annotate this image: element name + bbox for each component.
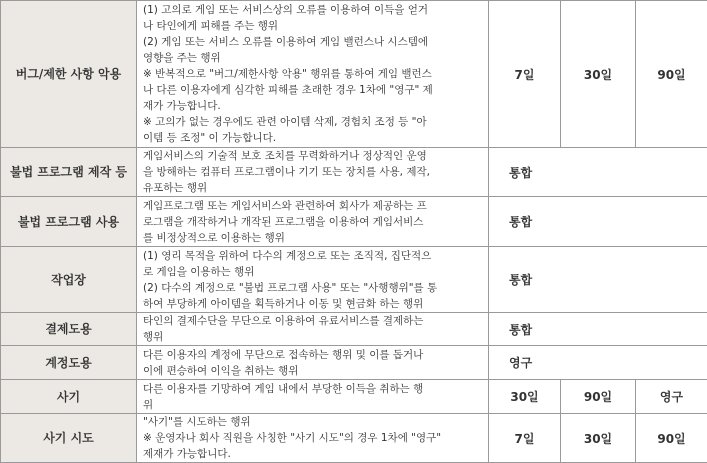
category-cell: 계정도용 (1, 346, 137, 380)
category-cell: 불법 프로그램 사용 (1, 197, 137, 247)
table-row (1, 313, 707, 346)
description-line: (1) 영리 목적을 위하여 다수의 계정으로 또는 조직적, 집단적으 (143, 248, 482, 264)
category-cell: 작업장 (1, 247, 137, 313)
description-line: 을 방해하는 컴퓨터 프로그램이나 기기 또는 장치를 사용, 제작, (143, 164, 482, 180)
penalty-merged: 통합 (489, 148, 707, 197)
description-line: 다른 이용자를 기망하여 게임 내에서 부당한 이득을 취하는 행 (143, 381, 482, 397)
category-cell: 사기 시도 (1, 414, 137, 463)
description-cell (137, 148, 489, 197)
penalty-third: 영구 (636, 380, 707, 414)
penalty-third: 90일 (636, 414, 707, 463)
description-cell (137, 414, 489, 463)
description-line: 로 게임을 이용하는 행위 (143, 264, 482, 280)
penalty-second: 30일 (561, 414, 636, 463)
description-line: 나 타인에게 피해를 주는 행위 (143, 18, 482, 34)
description-line: 다른 이용자의 계정에 무단으로 접속하는 행위 및 이를 돕거나 (143, 347, 482, 363)
description-cell (137, 346, 489, 380)
penalty-merged: 영구 (489, 346, 707, 380)
penalty-first: 30일 (489, 380, 561, 414)
table-row (1, 197, 707, 247)
description-line: 이에 편승하여 이익을 취하는 행위 (143, 363, 482, 379)
description-cell (137, 380, 489, 414)
penalty-merged: 통합 (489, 197, 707, 247)
table-row (1, 148, 707, 197)
description-line: (2) 다수의 계정으로 "불법 프로그램 사용" 또는 "사행행위"를 통 (143, 280, 482, 296)
table-row (1, 380, 707, 414)
description-line: 위 (143, 397, 482, 413)
category-cell: 버그/제한 사항 악용 (1, 1, 137, 148)
description-line: 제재가 가능합니다. (143, 446, 482, 462)
description-line: 타인의 결제수단을 무단으로 이용하여 유료서비스를 결제하는 (143, 313, 482, 329)
description-line: ※ 고의가 없는 경우에도 관련 아이템 삭제, 경험치 조정 등 "아 (143, 114, 482, 130)
description-line: 영향을 주는 행위 (143, 50, 482, 66)
description-cell (137, 1, 489, 148)
penalty-merged: 통합 (489, 313, 707, 346)
table-row (1, 346, 707, 380)
description-line: 게임프로그램 또는 게임서비스와 관련하여 회사가 제공하는 프 (143, 198, 482, 214)
description-line: 유포하는 행위 (143, 180, 482, 196)
category-cell: 사기 (1, 380, 137, 414)
description-line: ※ 운영자나 회사 직원을 사칭한 "사기 시도"의 경우 1차에 "영구" (143, 430, 482, 446)
penalty-first: 7일 (489, 414, 561, 463)
description-line: 나 다른 이용자에게 심각한 피해를 초래한 경우 1차에 "영구" 제 (143, 82, 482, 98)
description-cell (137, 197, 489, 247)
description-line: ※ 반복적으로 "버그/제한사항 악용" 행위를 통하여 게임 밸런스 (143, 66, 482, 82)
description-line: (2) 게임 또는 서비스 오류를 이용하여 게임 밸런스나 시스템에 (143, 34, 482, 50)
description-cell (137, 313, 489, 346)
description-line: "사기"를 시도하는 행위 (143, 414, 482, 430)
description-line: 게임서비스의 기술적 보호 조치를 무력화하거나 정상적인 운영 (143, 148, 482, 164)
description-line: (1) 고의로 게임 또는 서비스상의 오류를 이용하여 이득을 얻거 (143, 2, 482, 18)
description-cell (137, 247, 489, 313)
description-line: 를 비정상적으로 이용하는 행위 (143, 230, 482, 246)
category-cell: 불법 프로그램 제작 등 (1, 148, 137, 197)
penalty-merged: 통합 (489, 247, 707, 313)
description-line: 행위 (143, 329, 482, 345)
penalty-second: 30일 (561, 1, 636, 148)
description-line: 재가 가능합니다. (143, 98, 482, 114)
penalty-second: 90일 (561, 380, 636, 414)
penalty-first: 7일 (489, 1, 561, 148)
table-row (1, 414, 707, 463)
table-row (1, 247, 707, 313)
description-line: 로그램을 개작하거나 개작된 프로그램을 이용하여 게임서비스 (143, 214, 482, 230)
penalty-third: 90일 (636, 1, 707, 148)
table-row (1, 1, 707, 148)
description-line: 하여 부당하게 아이템을 획득하거나 이동 및 현금화 하는 행위 (143, 296, 482, 312)
category-cell: 결제도용 (1, 313, 137, 346)
description-line: 이템 등 조정" 이 가능합니다. (143, 130, 482, 146)
